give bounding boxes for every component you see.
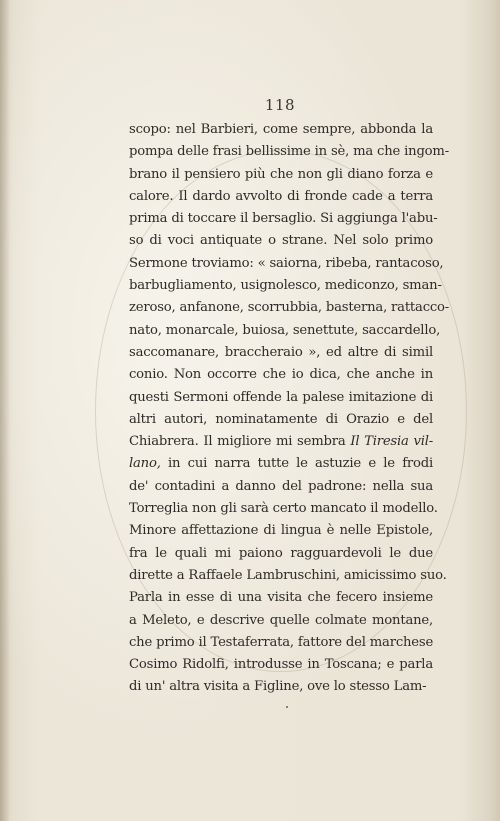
text-line: de' contadini a danno del padrone: nella sua xyxy=(129,478,433,494)
text-line: questi Sermoni offende la palese imitazione di xyxy=(129,389,433,405)
work-title-italic: Il Tiresia vil- xyxy=(350,434,433,450)
text-segment: Chiabrera. Il migliore mi sembra xyxy=(129,434,351,450)
text-line: calore. Il dardo avvolto di fronde cade a terra xyxy=(129,188,433,204)
text-line: dirette a Raffaele Lambruschini, amicissimo suo. xyxy=(129,567,447,583)
text-line: che primo il Testaferrata, fattore del marchese xyxy=(129,634,434,650)
body-text xyxy=(129,119,450,699)
text-segment: in cui narra tutte le astuzie e le frodi xyxy=(160,456,433,472)
text-line: nato, monarcale, buiosa, senettute, saccardello, xyxy=(129,322,441,338)
text-line: barbugliamento, usignolesco, mediconzo, sman- xyxy=(129,278,442,294)
text-line: zeroso, anfanone, scorrubbia, basterna, rattacco- xyxy=(129,300,450,316)
text-line: Cosimo Ridolfi, introdusse in Toscana; e parla xyxy=(129,657,433,673)
text-line: Sermone troviamo: « saiorna, ribeba, rantacoso, xyxy=(129,255,444,271)
text-line: saccomanare, braccheraio », ed altre di simil xyxy=(129,344,433,360)
text-line: prima di toccare il bersaglio. Si aggiunga l'abu- xyxy=(129,211,438,227)
text-line: altri autori, nominatamente di Orazio e del xyxy=(129,411,433,427)
text-line-with-title xyxy=(129,453,433,475)
paper-speck xyxy=(286,706,288,708)
text-line: Parla in esse di una visita che fecero insieme xyxy=(129,590,433,606)
text-line: Torreglia non gli sarà certo mancato il modello. xyxy=(129,501,438,517)
text-line: so di voci antiquate o strane. Nel solo primo xyxy=(129,233,433,249)
text-line: pompa delle frasi bellissime in sè, ma che ingom- xyxy=(129,144,449,160)
text-line-with-title xyxy=(129,431,433,453)
work-title-italic: lano, xyxy=(129,456,161,472)
text-line: fra le quali mi paiono ragguardevoli le due xyxy=(129,545,433,561)
text-line: di un' altra visita a Figline, ove lo stesso Lam- xyxy=(129,679,427,695)
page-number: 118 xyxy=(264,96,296,114)
text-line: a Meleto, e descrive quelle colmate montane, xyxy=(129,612,433,628)
spine-shadow xyxy=(0,0,10,821)
text-line: conio. Non occorre che io dica, che anche in xyxy=(129,367,433,383)
text-line: Minore affettazione di lingua è nelle Epistole, xyxy=(129,523,433,539)
text-line: brano il pensiero più che non gli diano forza e xyxy=(129,166,433,182)
text-line: scopo: nel Barbieri, come sempre, abbonda la xyxy=(129,122,433,137)
